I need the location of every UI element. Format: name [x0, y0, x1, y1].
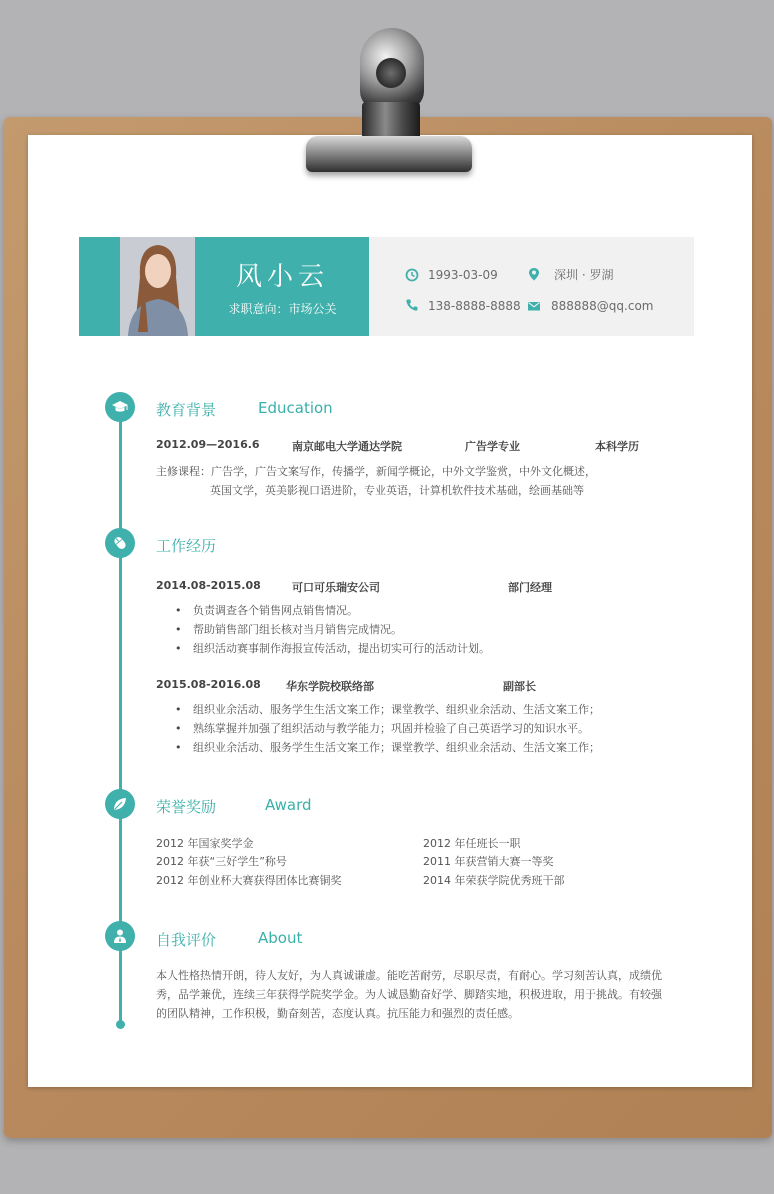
list-item: • 负责调查各个销售网点销售情况。 [175, 601, 490, 620]
clock-icon [405, 268, 419, 282]
about-text: 本人性格热情开朗，待人友好，为人真诚谦虚。能吃苦耐劳，尽职尽责，有耐心。学习刻苦认真，成绩优秀，品学兼优，连续三年获得学院奖学金。为人诚恳勤奋好学、脚踏实地，积极进取，用于挑战。有较强的团队精神，工作积极，勤奋刻苦，态度认真。抗压能力和强烈的责任感。 [156, 969, 662, 1020]
email: 888888@qq.com [551, 299, 654, 313]
job-duties [175, 601, 490, 658]
leaf-icon [112, 796, 128, 812]
job-period: 2014.08-2015.08 [156, 579, 261, 592]
timeline-end-dot [116, 1020, 125, 1029]
section-icon-education [105, 392, 135, 422]
mail-icon [527, 299, 541, 313]
avatar-portrait [120, 237, 195, 336]
job-role: 副部长 [503, 680, 536, 693]
about-title: 自我评价 [156, 931, 217, 949]
candidate-name: 风小云 [235, 262, 329, 292]
education-courses-line1: 主修课程：广告学，广告文案写作，传播学，新闻学概论，中外文学鉴赏，中外文化概述， [156, 465, 596, 478]
job-role: 部门经理 [508, 581, 552, 594]
award-item: 2014 年荣获学院优秀班干部 [423, 874, 565, 887]
contact-panel [369, 237, 694, 336]
education-degree: 本科学历 [595, 440, 639, 453]
phone-icon [405, 298, 419, 312]
list-item: • 帮助销售部门组长核对当月销售完成情况。 [175, 620, 490, 639]
location-pin-icon [527, 267, 541, 281]
list-item: • 组织业余活动、服务学生生活文案工作；课堂教学、组织业余活动、生活文案工作； [175, 738, 600, 757]
binder-clip [290, 24, 480, 180]
graduation-cap-icon [111, 399, 129, 415]
education-school: 南京邮电大学通达学院 [292, 440, 402, 453]
list-item: • 组织活动赛事制作海报宣传活动，提出切实可行的活动计划。 [175, 639, 490, 658]
phone-number: 138-8888-8888 [428, 299, 521, 313]
job-company: 华东学院校联络部 [286, 680, 374, 693]
section-icon-work [105, 528, 135, 558]
education-title-en: Education [258, 399, 333, 417]
job-intent: 求职意向：市场公关 [228, 302, 337, 316]
award-title-en: Award [265, 796, 312, 814]
section-icon-about [105, 921, 135, 951]
award-item: 2012 年国家奖学金 [156, 837, 254, 850]
location: 深圳 · 罗湖 [554, 268, 614, 282]
award-item: 2011 年获营销大赛一等奖 [423, 855, 554, 868]
education-period: 2012.09—2016.6 [156, 438, 260, 451]
avatar [120, 237, 195, 336]
clip-base [306, 136, 472, 172]
list-item: • 组织业余活动、服务学生生活文案工作；课堂教学、组织业余活动、生活文案工作； [175, 700, 600, 719]
education-title: 教育背景 [156, 401, 217, 419]
job-duties [175, 700, 600, 757]
job-period: 2015.08-2016.08 [156, 678, 261, 691]
education-courses-line2: 英国文学，英美影视口语进阶，专业英语，计算机软件技术基础，绘画基础等 [210, 484, 584, 497]
award-item: 2012 年创业杯大赛获得团体比赛铜奖 [156, 874, 342, 887]
award-item: 2012 年任班长一职 [423, 837, 521, 850]
birth-date: 1993-03-09 [428, 268, 498, 282]
job-company: 可口可乐瑞安公司 [292, 581, 380, 594]
award-title: 荣誉奖励 [156, 798, 217, 816]
work-title: 工作经历 [156, 537, 217, 555]
section-icon-award [105, 789, 135, 819]
award-item: 2012 年获“三好学生”称号 [156, 855, 287, 868]
clip-hole [376, 58, 406, 88]
mouse-icon [112, 535, 128, 551]
education-major: 广告学专业 [465, 440, 520, 453]
person-icon [112, 928, 128, 944]
about-title-en: About [258, 929, 303, 947]
list-item: • 熟练掌握并加强了组织活动与教学能力；巩固并检验了自己英语学习的知识水平。 [175, 719, 600, 738]
